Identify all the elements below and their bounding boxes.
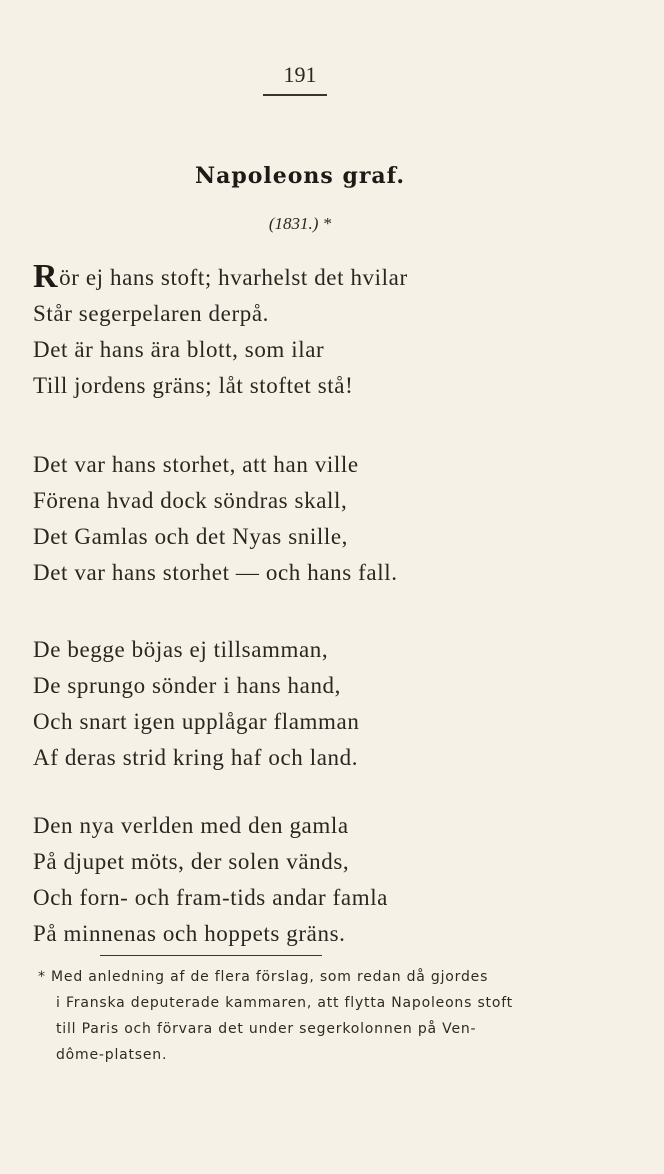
poem-line: Förena hvad dock söndras skall,	[33, 488, 348, 513]
page-number-rule	[263, 94, 327, 96]
footnote-line: dôme-platsen.	[56, 1047, 168, 1063]
footnote-line: i Franska deputerade kammaren, att flytta Napoleons stoft	[56, 995, 513, 1011]
footnote-rule	[100, 955, 322, 956]
poem-title: Napoleons graf.	[194, 163, 406, 189]
poem-line: Det var hans storhet — och hans fall.	[33, 560, 398, 585]
poem-line: Står segerpelaren derpå.	[33, 301, 269, 326]
poem-line-text: ör ej hans stoft; hvarhelst det hvilar	[59, 265, 408, 290]
page-number: 191	[283, 62, 317, 87]
stanza-3	[33, 632, 359, 776]
poem-line: De sprungo sönder i hans hand,	[33, 673, 342, 698]
stanza-2	[33, 447, 398, 591]
poem-line: Och forn- och fram-tids andar famla	[33, 885, 388, 910]
footnote-line: * Med anledning af de flera förslag, som redan då gjordes	[38, 969, 489, 985]
poem-line: Och snart igen upplågar flamman	[33, 709, 360, 734]
footnote	[38, 964, 598, 1068]
poem-line: Den nya verlden med den gamla	[33, 813, 349, 838]
poem-line: På minnenas och hoppets gräns.	[33, 921, 346, 946]
poem-line: Till jordens gräns; låt stoftet stå!	[33, 373, 354, 398]
poem-line: Det är hans ära blott, som ilar	[33, 337, 325, 362]
poem-line: Det Gamlas och det Nyas snille,	[33, 524, 348, 549]
poem-line: På djupet möts, der solen vänds,	[33, 849, 350, 874]
poem-line: Det var hans storhet, att han ville	[33, 452, 359, 477]
stanza-1	[33, 260, 408, 404]
poem-line: Af deras strid kring haf och land.	[33, 745, 359, 770]
stanza-4	[33, 808, 388, 952]
poem-year: (1831.) *	[268, 214, 332, 233]
footnote-line: till Paris och förvara det under segerkolonnen på Ven-	[56, 1021, 477, 1037]
poem-line: De begge böjas ej tillsamman,	[33, 637, 329, 662]
drop-cap: R	[33, 258, 59, 295]
poem-line	[33, 260, 408, 296]
